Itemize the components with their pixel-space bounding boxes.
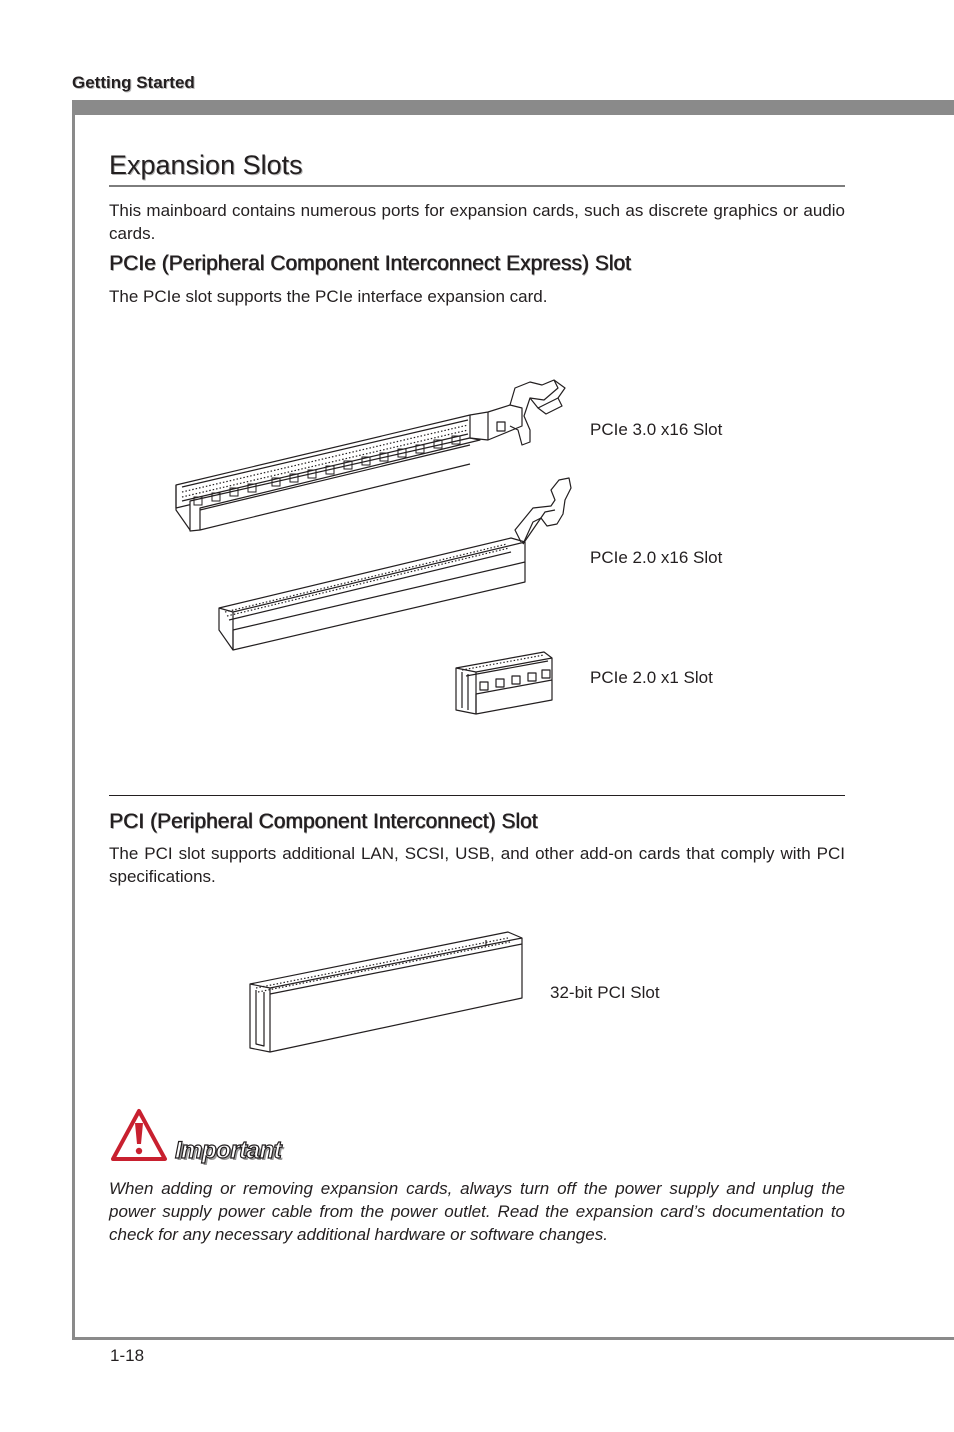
pcie-heading: PCIe (Peripheral Component Interconnect Express) Slot — [109, 252, 631, 275]
top-bar — [72, 100, 954, 115]
pci-32bit-slot-illustration — [246, 928, 536, 1058]
pcie2-x16-slot-illustration — [215, 470, 595, 660]
important-note-text: When adding or removing expansion cards, always turn off the power supply and unplug the power supply power cable from the power outlet. Read the expansion card’s documentation to check for any necessary additional hardware or software changes. — [109, 1179, 845, 1244]
pci-heading: PCI (Peripheral Component Interconnect) Slot — [109, 810, 538, 833]
intro-paragraph: This mainboard contains numerous ports for expansion cards, such as discrete graphics or audio cards. — [109, 201, 845, 243]
section-separator — [109, 795, 845, 796]
pcie-description: The PCIe slot supports the PCIe interface expansion card. — [109, 287, 548, 306]
pcie3-x16-label: PCIe 3.0 x16 Slot — [590, 420, 723, 439]
section-header: Getting Started — [72, 73, 195, 92]
pcie2-x1-label: PCIe 2.0 x1 Slot — [590, 668, 713, 687]
page-title: Expansion Slots — [109, 150, 303, 180]
warning-triangle-icon — [109, 1107, 169, 1163]
important-label: Important — [175, 1137, 282, 1164]
pcie2-x1-slot-illustration — [452, 650, 562, 716]
page-number: 1-18 — [110, 1346, 145, 1365]
left-margin-rule — [72, 100, 75, 1340]
pci-description: The PCI slot supports additional LAN, SCSI, USB, and other add-on cards that comply with PCI specifications. — [109, 844, 845, 886]
bottom-rule — [72, 1337, 954, 1340]
pci-32bit-label: 32-bit PCI Slot — [550, 983, 660, 1002]
title-rule — [109, 185, 845, 187]
pcie2-x16-label: PCIe 2.0 x16 Slot — [590, 548, 723, 567]
